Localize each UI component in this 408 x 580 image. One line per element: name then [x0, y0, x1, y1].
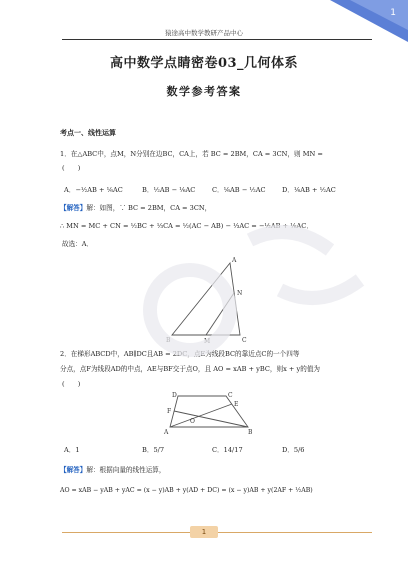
q2-label-d: D	[172, 392, 177, 399]
header-divider	[62, 39, 372, 40]
q1-solution-line-1	[60, 204, 211, 213]
footer-page-number: 1	[190, 526, 218, 538]
q1-option-a: A．−½AB + ⅙AC	[64, 186, 123, 194]
q1-option-b: B．½AB − ⅙AC	[142, 186, 196, 194]
corner-badge-shape	[330, 0, 408, 42]
q1-option-c: C．⅙AB − ½AC	[212, 186, 266, 194]
q1-triangle-figure	[152, 255, 262, 347]
q1-solution-line-2: ∴ MN = MC + CN = ½BC + ⅓CA = ½(AC − AB) − ⅓AC = −½AB + ⅙AC．	[60, 222, 313, 230]
q1-label-n: N	[237, 290, 243, 297]
q2-paren: ( )	[62, 380, 81, 388]
q2-option-d: D．5/6	[282, 446, 305, 454]
q2-trapezoid-figure	[160, 391, 260, 435]
q1-stem: 1．在△ABC中，点M，N分别在边BC，CA上，若 BC = 2BM，CA = 3CN，则 MN =	[60, 150, 323, 158]
q2-label-f: F	[167, 408, 172, 415]
q1-label-a: A	[232, 257, 237, 264]
q2-solution-line-1	[60, 466, 166, 475]
q2-stem-line-2: 分点，点F为线段AD的中点，AE与BF交于点O，且 AO = xAB + yBC，则x + y的值为	[60, 365, 321, 373]
q1-label-b: B	[166, 337, 171, 344]
q2-solution-line-2: AO = xAB − yAB + yAC = (x − y)AB + y(AD + DC) = (x − y)AB + y(2AF + ½AB)	[60, 487, 313, 494]
q1-solution-tag: 【解答】	[60, 204, 87, 212]
corner-page-number: 1	[390, 8, 396, 18]
page-subtitle: 数学参考答案	[166, 85, 242, 98]
page-title: 高中数学点睛密卷03_几何体系	[109, 56, 299, 71]
q1-solution-text-1: 解：如图，∵ BC = 2BM，CA = 3CN，	[86, 204, 212, 212]
q2-label-c: C	[228, 392, 233, 399]
q2-label-o: O	[190, 418, 195, 425]
header-text: 猿途高中数学教研产品中心	[165, 29, 243, 37]
q2-option-b: B．5/7	[142, 446, 165, 454]
q2-solution-tag: 【解答】	[60, 466, 87, 474]
q1-option-d: D．⅙AB + ½AC	[282, 186, 336, 194]
q2-solution-text-1: 解：根据向量的线性运算，	[86, 466, 166, 474]
q1-paren: ( )	[62, 164, 81, 172]
q2-label-e: E	[234, 401, 239, 408]
page-corner-badge	[330, 0, 408, 42]
section-heading: 考点一、线性运算	[60, 128, 116, 137]
q2-label-a: A	[164, 429, 169, 435]
q2-stem-line-1: 2．在梯形ABCD中，AB∥DC且AB = 2DC，点E为线段BC的靠近点C的一个四等	[60, 350, 300, 358]
q1-conclusion: 故选：A．	[62, 240, 94, 248]
q1-label-m: M	[204, 338, 211, 345]
q2-label-b: B	[248, 429, 253, 435]
q2-option-c: C．14/17	[212, 446, 243, 454]
q1-label-c: C	[242, 337, 247, 344]
q2-option-a: A．1	[64, 446, 80, 454]
